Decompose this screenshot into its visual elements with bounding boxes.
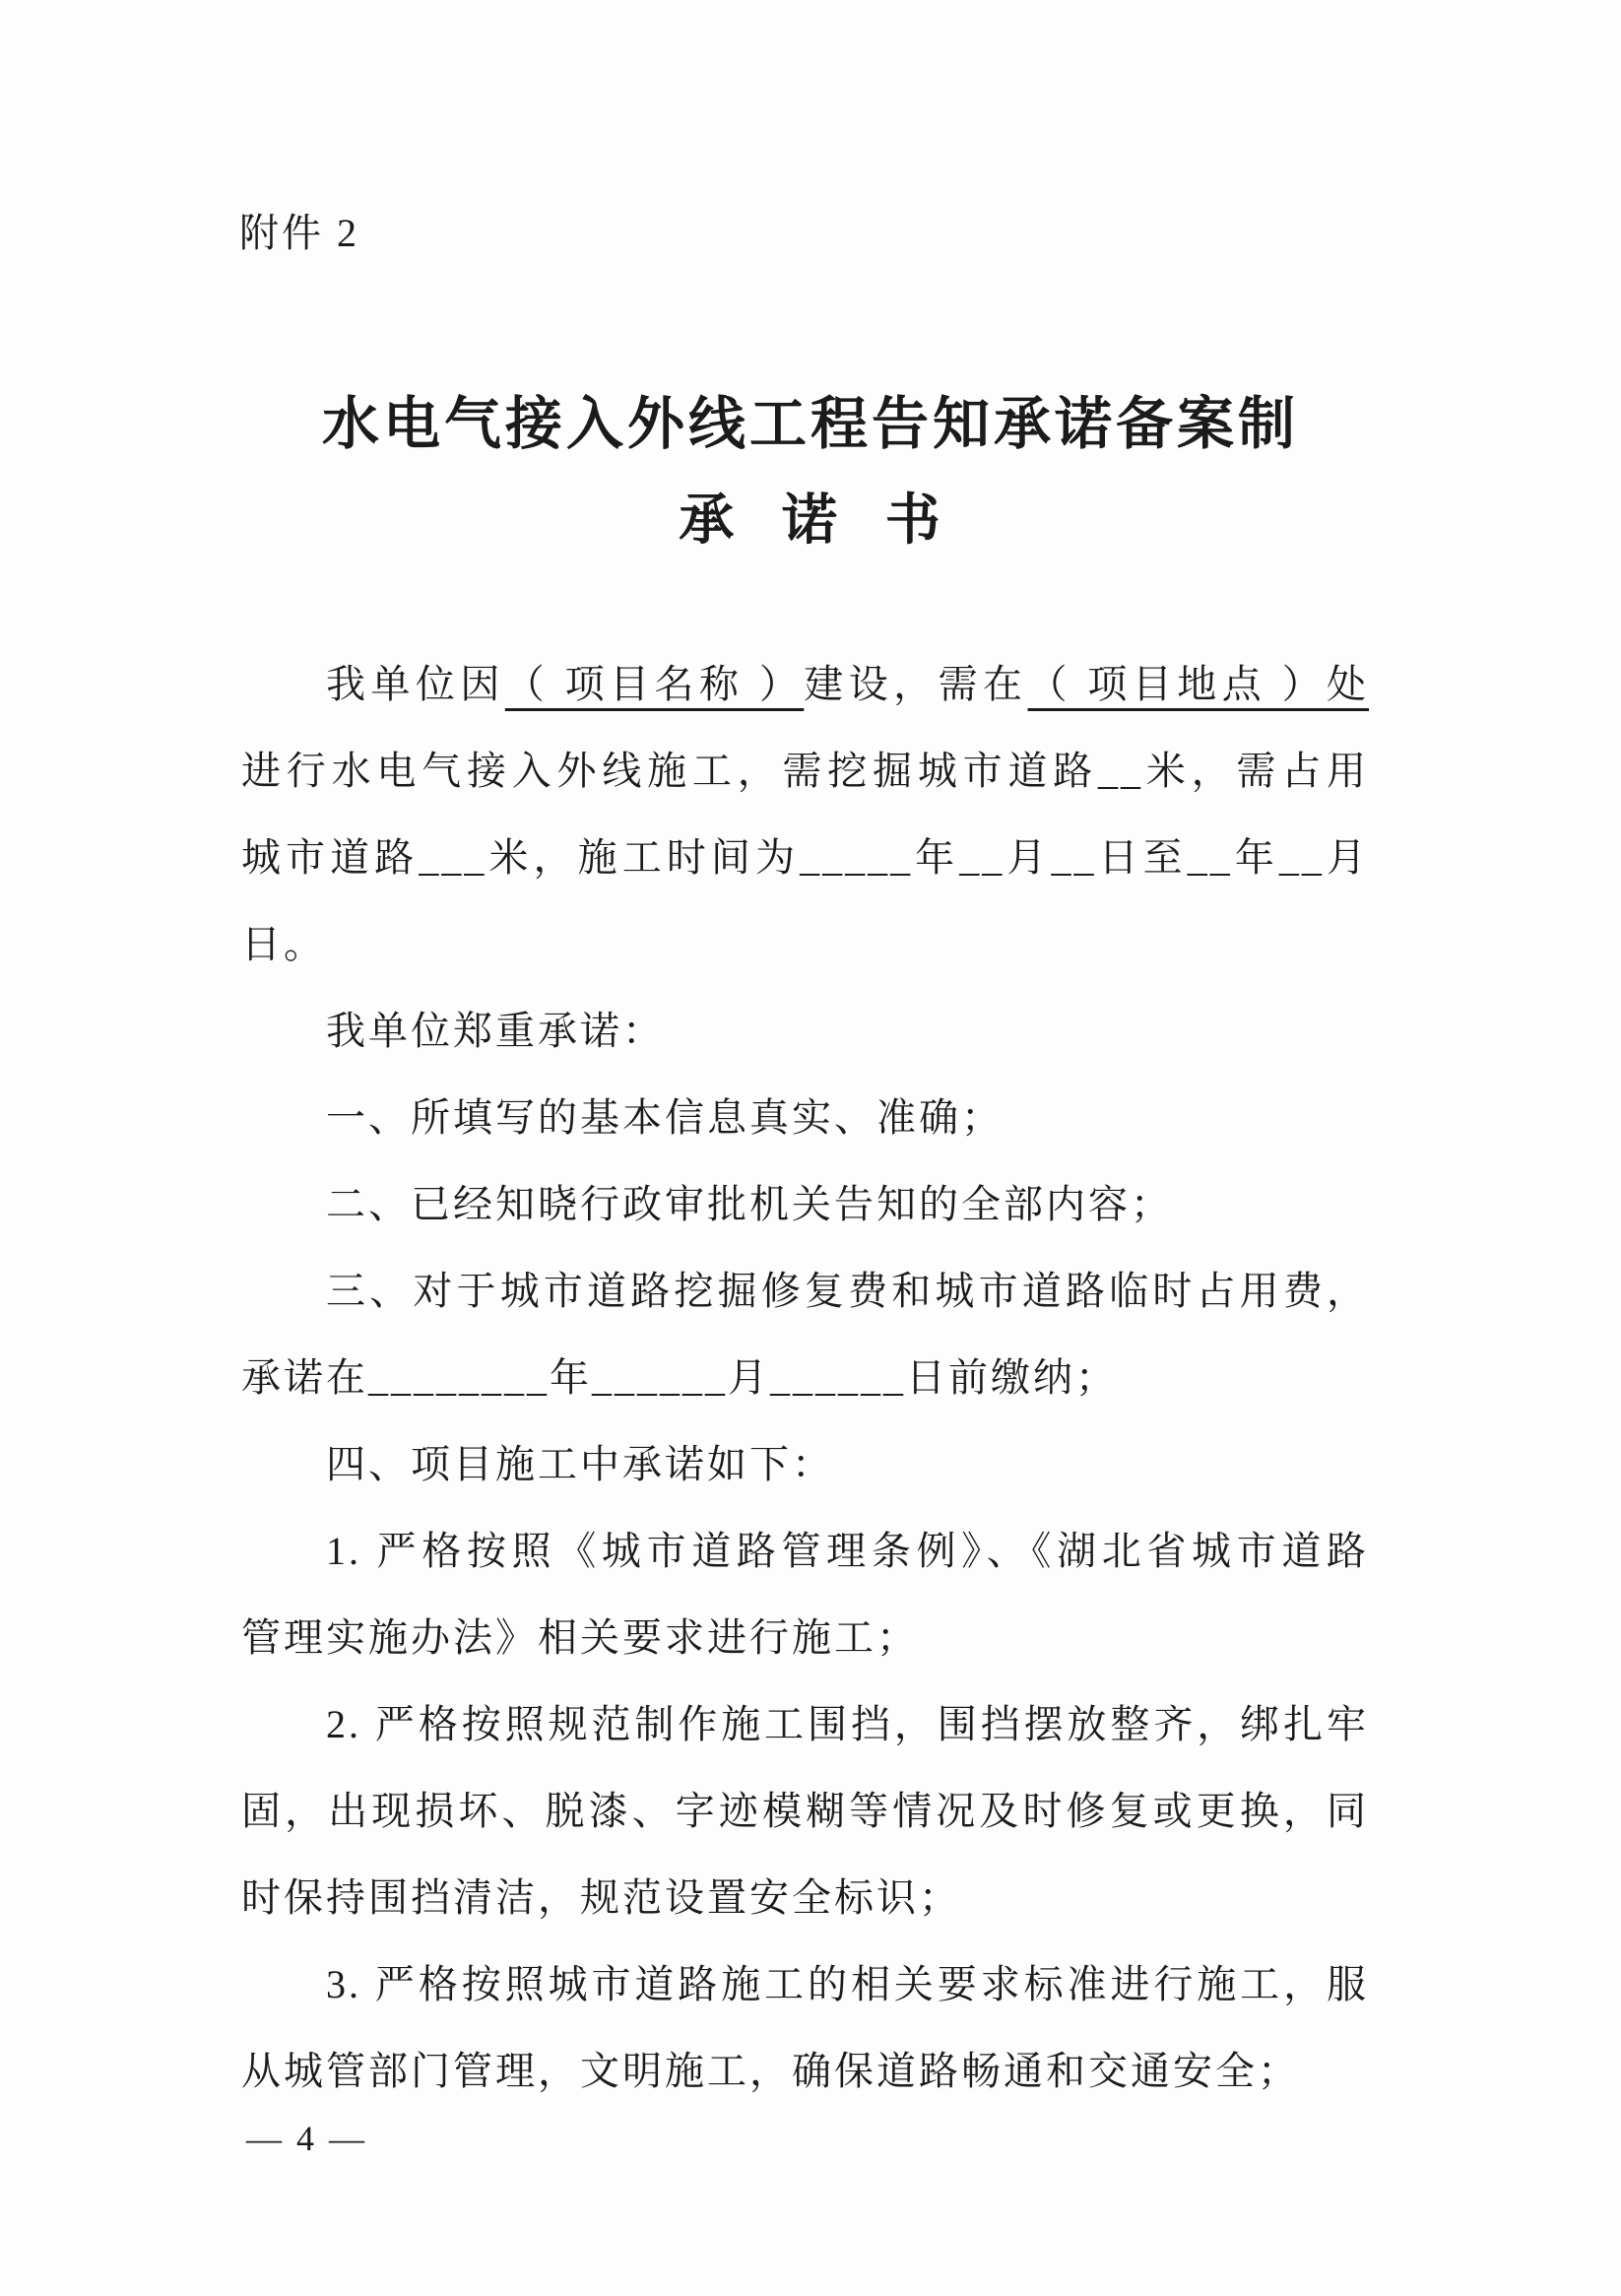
body-text: 进行水电气接入外线施工，需挖掘城市道路__米，需占用 (241, 749, 1369, 793)
body-line (241, 1161, 1369, 1248)
body-text: 1. 严格按照《城市道路管理条例》、《湖北省城市道路 (326, 1529, 1369, 1573)
body-text: 时保持围挡清洁，规范设置安全标识； (241, 1875, 961, 1920)
document-title: 水电气接入外线工程告知承诺备案制 (321, 392, 1299, 456)
body-text: 四、项目施工中承诺如下： (326, 1442, 834, 1486)
body-text: 从城管部门管理，文明施工，确保道路畅通和交通安全； (241, 2049, 1300, 2093)
body-text: 三、对于城市道路挖掘修复费和城市道路临时占用费， (326, 1269, 1369, 1313)
body-text: 一、所填写的基本信息真实、准确； (326, 1095, 1004, 1140)
body-text: 2. 严格按照规范制作施工围挡，围挡摆放整齐，绑扎牢 (326, 1702, 1369, 1746)
body-text: 建设，需在 (804, 662, 1028, 706)
body-line (241, 1595, 1369, 1681)
body-line (241, 1421, 1369, 1508)
body-line (241, 901, 1369, 988)
body-line (241, 988, 1369, 1075)
body-text: 承诺在________年______月______日前缴纳； (241, 1355, 1118, 1400)
body-text: 我单位郑重承诺： (326, 1009, 665, 1053)
body-text: 固，出现损坏、脱漆、字迹模糊等情况及时修复或更换，同 (241, 1789, 1369, 1833)
body-line (241, 641, 1369, 728)
document-subtitle: 承 诺 书 (679, 491, 942, 552)
document-body (241, 641, 1369, 2115)
body-line (241, 2028, 1369, 2115)
body-line (241, 1335, 1369, 1421)
body-line (241, 1941, 1369, 2028)
page-number: — 4 — (246, 2119, 367, 2158)
body-line (241, 1248, 1369, 1335)
body-line (241, 728, 1369, 815)
body-text: 我单位因 (326, 662, 505, 706)
body-line (241, 1508, 1369, 1595)
fill-in-blank-underlined: （ 项目名称 ） (504, 662, 805, 706)
body-line (241, 1855, 1369, 1941)
body-text: 管理实施办法》相关要求进行施工； (241, 1615, 919, 1660)
body-line (241, 815, 1369, 901)
body-line (241, 1768, 1369, 1855)
body-text: 日。 (241, 922, 326, 966)
body-line (241, 1681, 1369, 1768)
body-text: 二、已经知晓行政审批机关告知的全部内容； (326, 1182, 1173, 1226)
body-line (241, 1075, 1369, 1161)
attachment-label: 附件 2 (239, 211, 359, 255)
body-text: 城市道路___米，施工时间为_____年__月__日至__年__月 (241, 835, 1369, 880)
fill-in-blank-underlined: （ 项目地点 ）处 (1027, 662, 1370, 706)
body-text: 3. 严格按照城市道路施工的相关要求标准进行施工，服 (326, 1962, 1369, 2006)
